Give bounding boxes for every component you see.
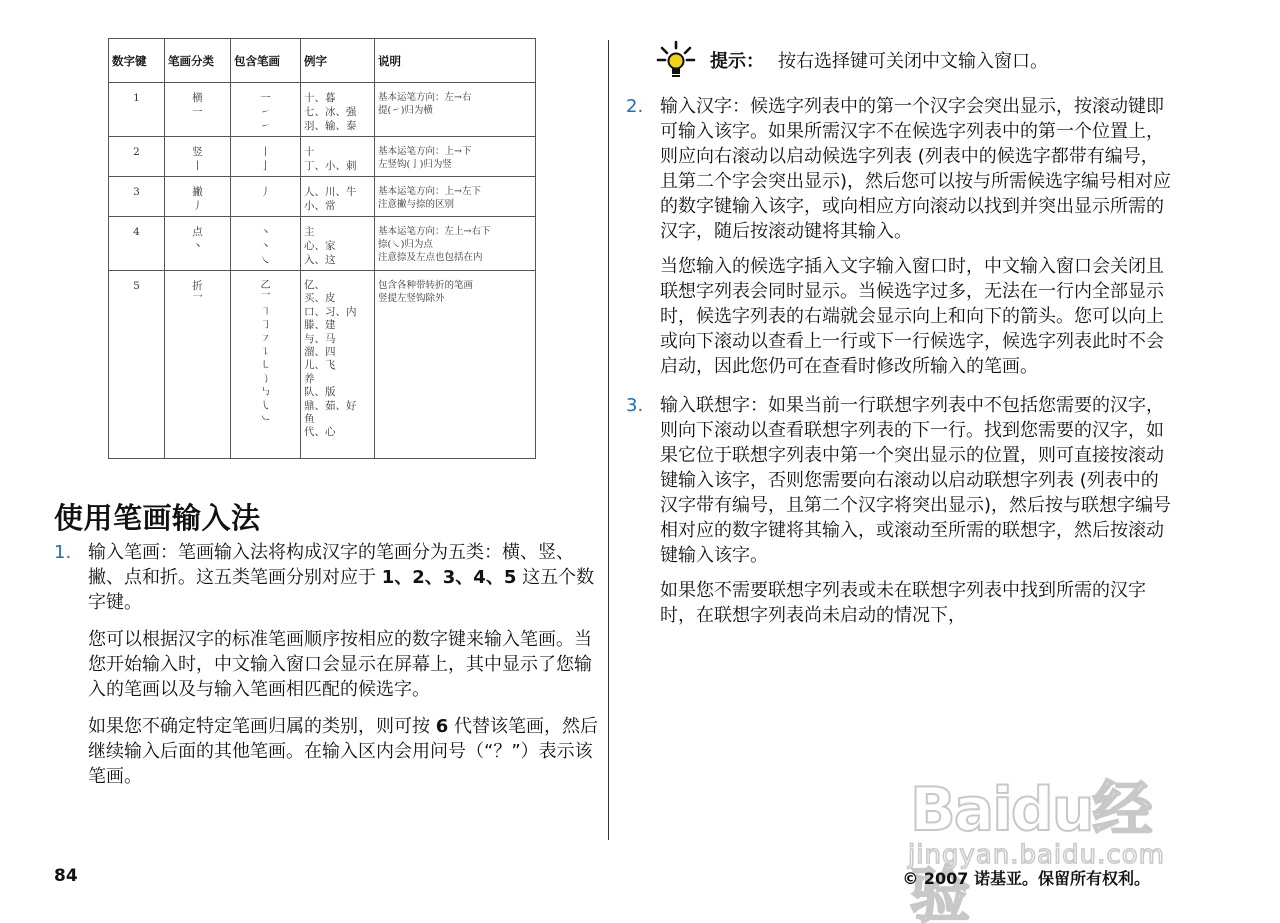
cell-note: 基本运笔方向：左→右 提(㇀)归为横 [375, 83, 536, 137]
item-text [88, 540, 602, 615]
paragraph: 当您输入的候选字插入文字输入窗口时，中文输入窗口会关闭且联想字列表会同时显示。当候选字过多，无法在一行内全部显示时，候选字列表的右端就会显示向上和向下的箭头。您可以向上或向下滚动以查看上一行或下一行候选字，候选字列表此时不会启动，因此您仍可在查看时修改所输入的笔画。 [660, 256, 1164, 377]
tip-text: 按右选择键可关闭中文输入窗口。 [778, 51, 1048, 72]
cell-category: 横 一 [165, 83, 231, 137]
cell-note: 基本运笔方向：左上→右下 捺(㇏)归为点 注意捺及左点也包括在内 [375, 217, 536, 271]
header-key: 数字键 [109, 39, 165, 83]
paragraph-part: 如果您不确定特定笔画归属的类别，则可按 [88, 716, 436, 737]
cell-key: 1 [109, 83, 165, 137]
list-item-3 [626, 393, 1174, 568]
cell-strokes: 丿 [231, 177, 301, 217]
watermark-logo: Baidu经验 [910, 775, 1151, 923]
cell-strokes: 乙 乛 ㇕ ㇆ ㇇ ㇊ ㇄ ㇁ ㇉ ㇂ ㇃ [231, 271, 301, 459]
header-examples: 例字 [301, 39, 375, 83]
cell-category: 竖 丨 [165, 137, 231, 177]
table-row [109, 177, 536, 217]
page-number: 84 [54, 866, 78, 886]
header-note: 说明 [375, 39, 536, 83]
section-title: 使用笔画输入法 [54, 501, 261, 535]
header-strokes: 包含笔画 [231, 39, 301, 83]
copyright: © 2007 诺基亚。保留所有权利。 [902, 869, 1150, 888]
item-text: 输入联想字：如果当前一行联想字列表中不包括您需要的汉字，则向下滚动以查看联想字列表的下一行。找到您需要的汉字，如果它位于联想字列表中第一个突出显示的位置，则可直接按滚动键输入该字，否则您需要向右滚动以启动联想字列表 (列表中的汉字带有编号，且第二个汉字将突出显示)，然后按与联想字编号相对应的数字键将其输入，或滚动至所需的联想字，然后按滚动键输入该字。 [660, 395, 1172, 566]
cell-strokes: 丨 亅 [231, 137, 301, 177]
key-number: 6 [435, 716, 449, 737]
header-category: 笔画分类 [165, 39, 231, 83]
item-text-part: 输入笔画：笔画输入法将构成汉字的笔画分为五类：横、竖、撇、点和折。这五类笔画分别对应于 [88, 542, 574, 588]
paragraph [88, 714, 602, 789]
item-number: 3. [626, 395, 644, 416]
table-row [109, 83, 536, 137]
cell-key: 4 [109, 217, 165, 271]
right-column [626, 94, 1174, 628]
tip-box [656, 40, 1048, 80]
cell-note: 包含各种带转折的笔画 竖提左竖钩除外 [375, 271, 536, 459]
cell-strokes: 一 ㇀ ㇀ [231, 83, 301, 137]
table-header-row [109, 39, 536, 83]
paragraph-part: 代替该笔画，然后继续输入后面的其他笔画。在输入区内会用问号（“？”）表示该笔画。 [88, 716, 598, 787]
watermark-url: jingyan.baidu.com [908, 840, 1165, 870]
column-divider [608, 40, 609, 840]
cell-category: 点 丶 [165, 217, 231, 271]
cell-examples: 十 丁、小、刺 [301, 137, 375, 177]
cell-key: 5 [109, 271, 165, 459]
cell-key: 2 [109, 137, 165, 177]
table-row [109, 137, 536, 177]
item-number: 1. [54, 542, 72, 563]
table-row [109, 217, 536, 271]
cell-category: 折 乛 [165, 271, 231, 459]
cell-note: 基本运笔方向：上→左下 注意撇与捺的区别 [375, 177, 536, 217]
cell-key: 3 [109, 177, 165, 217]
cell-note: 基本运笔方向：上→下 左竖钩(亅)归为竖 [375, 137, 536, 177]
paragraph: 您可以根据汉字的标准笔画顺序按相应的数字键来输入笔画。当您开始输入时，中文输入窗口会显示在屏幕上，其中显示了您输入的笔画以及与输入笔画相匹配的候选字。 [88, 629, 592, 700]
stroke-category-table [108, 38, 536, 459]
list-item-1 [54, 540, 602, 615]
cell-examples: 十、暮 七、冰、强 羽、输、泰 [301, 83, 375, 137]
table-row [109, 271, 536, 459]
cell-examples: 人、川、牛 小、常 [301, 177, 375, 217]
left-column [54, 540, 602, 789]
item-text-part: 这五个数字键。 [88, 567, 595, 613]
cell-examples: 主 心、家 入、这 [301, 217, 375, 271]
cell-examples: 亿、 买、皮 口、习、内 滕、建 与、马 溜、四 儿、飞 养 队、版 鼎、茹、好 鱼 代、心 [301, 271, 375, 459]
key-numbers: 1、2、3、4、5 [381, 567, 517, 588]
tip-label: 提示： [710, 51, 764, 72]
cell-category: 撇 丿 [165, 177, 231, 217]
item-number: 2. [626, 96, 644, 117]
item-text: 输入汉字：候选字列表中的第一个汉字会突出显示，按滚动键即可输入该字。如果所需汉字不在候选字列表中的第一个位置上，则应向右滚动以启动候选字列表 (列表中的候选字都带有编号，且第二个字会突出显示)，然后您可以按与所需候选字编号相对应的数字键输入该字，或向相应方向滚动以找到并突出显示所需的汉字，随后按滚动键将其输入。 [660, 96, 1172, 242]
lightbulb-icon [656, 40, 696, 80]
list-item-2 [626, 94, 1174, 244]
paragraph: 如果您不需要联想字列表或未在联想字列表中找到所需的汉字时，在联想字列表尚未启动的情况下， [660, 580, 1146, 626]
cell-strokes: 丶 丶 ㇏ [231, 217, 301, 271]
